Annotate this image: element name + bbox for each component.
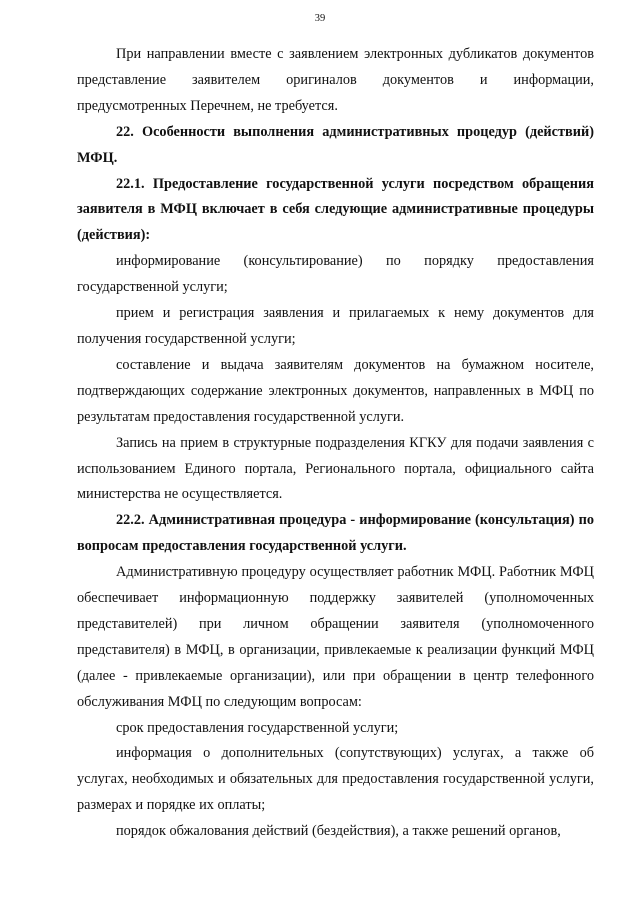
paragraph: При направлении вместе с заявлением электронных дубликатов документов представление заявителем оригиналов документов и информации, предусмотренных Перечнем, не требуется. — [77, 46, 594, 114]
paragraph: Запись на прием в структурные подразделения КГКУ для подачи заявления с использованием Единого портала, Регионального портала, официального сайта министерства не осуществляется. — [77, 434, 594, 503]
list-item: составление и выдача заявителям документов на бумажном носителе, подтверждающих содержание электронных документов, направленных в МФЦ по результатам предоставления государственной услуги. — [77, 356, 594, 425]
list-item: порядок обжалования действий (бездействия), а также решений органов, — [116, 823, 561, 840]
subsection-heading: 22.1. Предоставление государственной услуги посредством обращения заявителя в МФЦ включает в себя следующие административные процедуры (действия): — [77, 175, 594, 244]
list-item: информирование (консультирование) по порядку предоставления государственной услуги; — [77, 253, 594, 296]
paragraph: Административную процедуру осуществляет работник МФЦ. Работник МФЦ обеспечивает информационную поддержку заявителей (уполномоченных представителей) при личном обращении заявителя (уполномоченного представителя) в МФЦ, в организации, привлекаемые к реализации функций МФЦ (далее - привлекаемые организации), или при обращении в центр телефонного обслуживания МФЦ по следующим вопросам: — [77, 564, 594, 710]
list-item: информация о дополнительных (сопутствующих) услугах, а также об услугах, необходимых и обязательных для предоставления государственной услуги, размерах и порядке их оплаты; — [77, 745, 594, 814]
list-item: срок предоставления государственной услуги; — [116, 719, 399, 736]
list-item: прием и регистрация заявления и прилагаемых к нему документов для получения государственной услуги; — [77, 305, 594, 347]
document-body — [77, 42, 594, 845]
section-heading: 22. Особенности выполнения административных процедур (действий) МФЦ. — [77, 123, 594, 166]
page-number: 39 — [314, 13, 326, 24]
subsection-heading: 22.2. Административная процедура - информирование (консультация) по вопросам предоставления государственной услуги. — [77, 512, 594, 555]
